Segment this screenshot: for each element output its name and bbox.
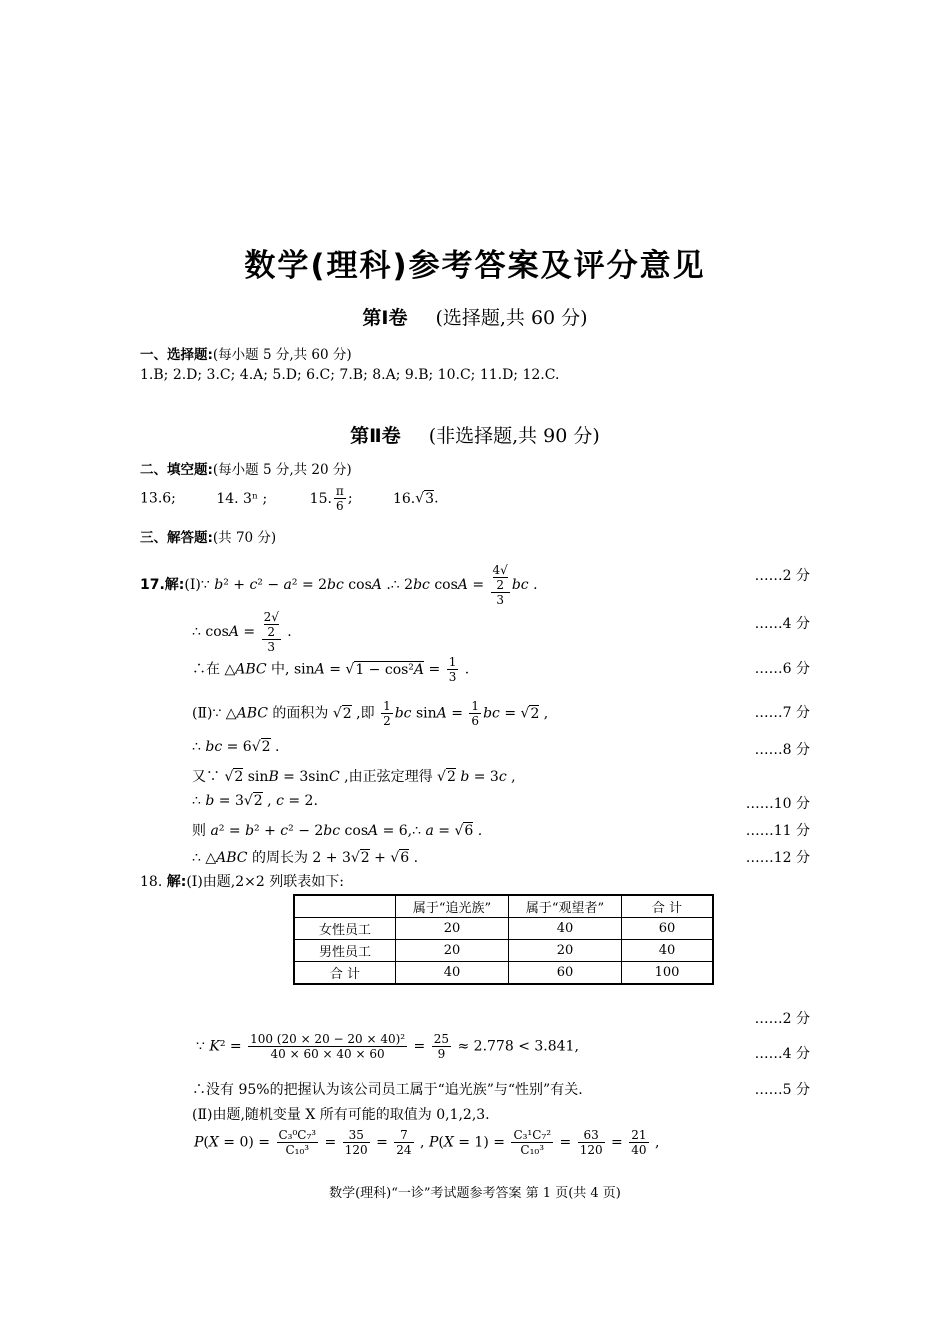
q17-line-3: ∴在 △ABC 中, sinA = √1 − cos²A = $\frac{1}{3}$ . — [192, 655, 470, 684]
q17-score-1: ……2 分 — [754, 568, 810, 584]
part-one-heading — [0, 303, 950, 330]
q17-score-8: ……12 分 — [745, 850, 810, 866]
table-header-row — [294, 895, 713, 918]
q18-conclusion: ∴没有 95%的把握认为该公司员工属于“追光族”与“性别”有关. — [192, 1082, 583, 1098]
table-cell: 100 — [622, 962, 714, 985]
table-header-cell — [294, 895, 396, 918]
table-header-cell: 属于“观望者” — [509, 895, 622, 918]
table-cell: 合 计 — [294, 962, 396, 985]
q17-line-2: ∴ cosA = 2√ 2 3 . — [192, 610, 292, 654]
part-one-label: 第Ⅰ卷 — [362, 307, 408, 329]
table-cell: 20 — [396, 918, 509, 940]
table-cell: 女性员工 — [294, 918, 396, 940]
q17-line-7: ∴ b = 3√2 , c = 2. — [192, 793, 318, 809]
q17-score-2: ……4 分 — [754, 616, 810, 632]
q17-score-4: ……7 分 — [754, 705, 810, 721]
q17-line-5: ∴ bc = 6√2 . — [192, 739, 280, 755]
q17-line-4: (Ⅱ)∵ △ABC 的面积为 √2 ,即 $\frac{1}{2}$ bc sinA = $\frac{1}{6}$ bc = √2 , — [192, 699, 549, 728]
q17-line-8: 则 a² = b² + c² − 2bc cosA = 6,∴ a = √6 . — [192, 823, 483, 839]
page-footer: 数学(理科)“一诊”考试题参考答案 第 1 页(共 4 页) — [329, 1186, 621, 1201]
table-header-cell: 合 计 — [622, 895, 714, 918]
part-two-label: 第Ⅱ卷 — [350, 425, 401, 447]
contingency-table — [293, 894, 714, 985]
q18-score-2: ……4 分 — [754, 1046, 810, 1062]
q17-line-9: ∴ △ABC 的周长为 2 + 3√2 + √6 . — [192, 850, 419, 866]
page-title: 数学(理科)参考答案及评分意见 — [244, 248, 706, 284]
table-cell: 20 — [396, 940, 509, 962]
section-two-heading: 二、填空题:(每小题 5 分,共 20 分) — [140, 462, 352, 478]
table-cell: 40 — [622, 940, 714, 962]
table-cell: 40 — [396, 962, 509, 985]
q18-chi-square: ∵ K² = $\frac{\text{100 (20 × 20 − 20 × 40)²}}{40 \times 60 \times 40 \times 60}$ = $\frac{25}{9}$ ≈ 2.778 < 3.841, — [196, 1032, 579, 1061]
choice-answers: 1.B; 2.D; 3.C; 4.A; 5.D; 6.C; 7.B; 8.A; 9.B; 10.C; 11.D; 12.C. — [140, 367, 560, 383]
q17-line-1: 17.解:(Ⅰ)∵ b² + c² − a² = 2bc cosA .∴ 2bc cosA = 4√ 2 3 bc . — [140, 563, 538, 607]
q17-score-3: ……6 分 — [754, 661, 810, 677]
fill-answers: 13.6; 14. 3ⁿ ; 15. $\frac{\pi}{6}$ ; 16.√3. — [140, 484, 439, 513]
q18-probabilities: P(X = 0) = $\frac{\text{C₃⁰C₇³}}{\text{C₁₀³}}$ = $\frac{35}{120}$ = $\frac{7}{24}$ , P(X = 1) = $\frac{\text{C₃¹C₇²}}{\text{C₁₀³}}$ = $\frac{63}{120}$ = $\frac{21}{40}$ , — [194, 1128, 660, 1157]
part-two-heading — [0, 421, 950, 448]
table-cell: 40 — [509, 918, 622, 940]
q17-score-6: ……10 分 — [745, 796, 810, 812]
table-cell: 男性员工 — [294, 940, 396, 962]
table-row — [294, 962, 713, 985]
table-header-cell: 属于“追光族” — [396, 895, 509, 918]
table-row — [294, 918, 713, 940]
section-three-heading: 三、解答题:(共 70 分) — [140, 530, 277, 546]
q18-part2-line: (Ⅱ)由题,随机变量 X 所有可能的取值为 0,1,2,3. — [192, 1107, 490, 1123]
q17-score-5: ……8 分 — [754, 742, 810, 758]
q17-score-7: ……11 分 — [745, 823, 810, 839]
table-row — [294, 940, 713, 962]
part-one-note: (选择题,共 60 分) — [435, 307, 588, 329]
section-one-heading: 一、选择题:(每小题 5 分,共 60 分) — [140, 347, 352, 363]
q18-score-1: ……2 分 — [754, 1011, 810, 1027]
q18-intro: 18. 解:(Ⅰ)由题,2×2 列联表如下: — [140, 874, 344, 890]
table-cell: 20 — [509, 940, 622, 962]
q17-line-6: 又∵ √2 sinB = 3sinC ,由正弦定理得 √2 b = 3c , — [192, 769, 516, 785]
table-cell: 60 — [509, 962, 622, 985]
q18-score-3: ……5 分 — [754, 1082, 810, 1098]
table-cell: 60 — [622, 918, 714, 940]
part-two-note: (非选择题,共 90 分) — [428, 425, 600, 447]
